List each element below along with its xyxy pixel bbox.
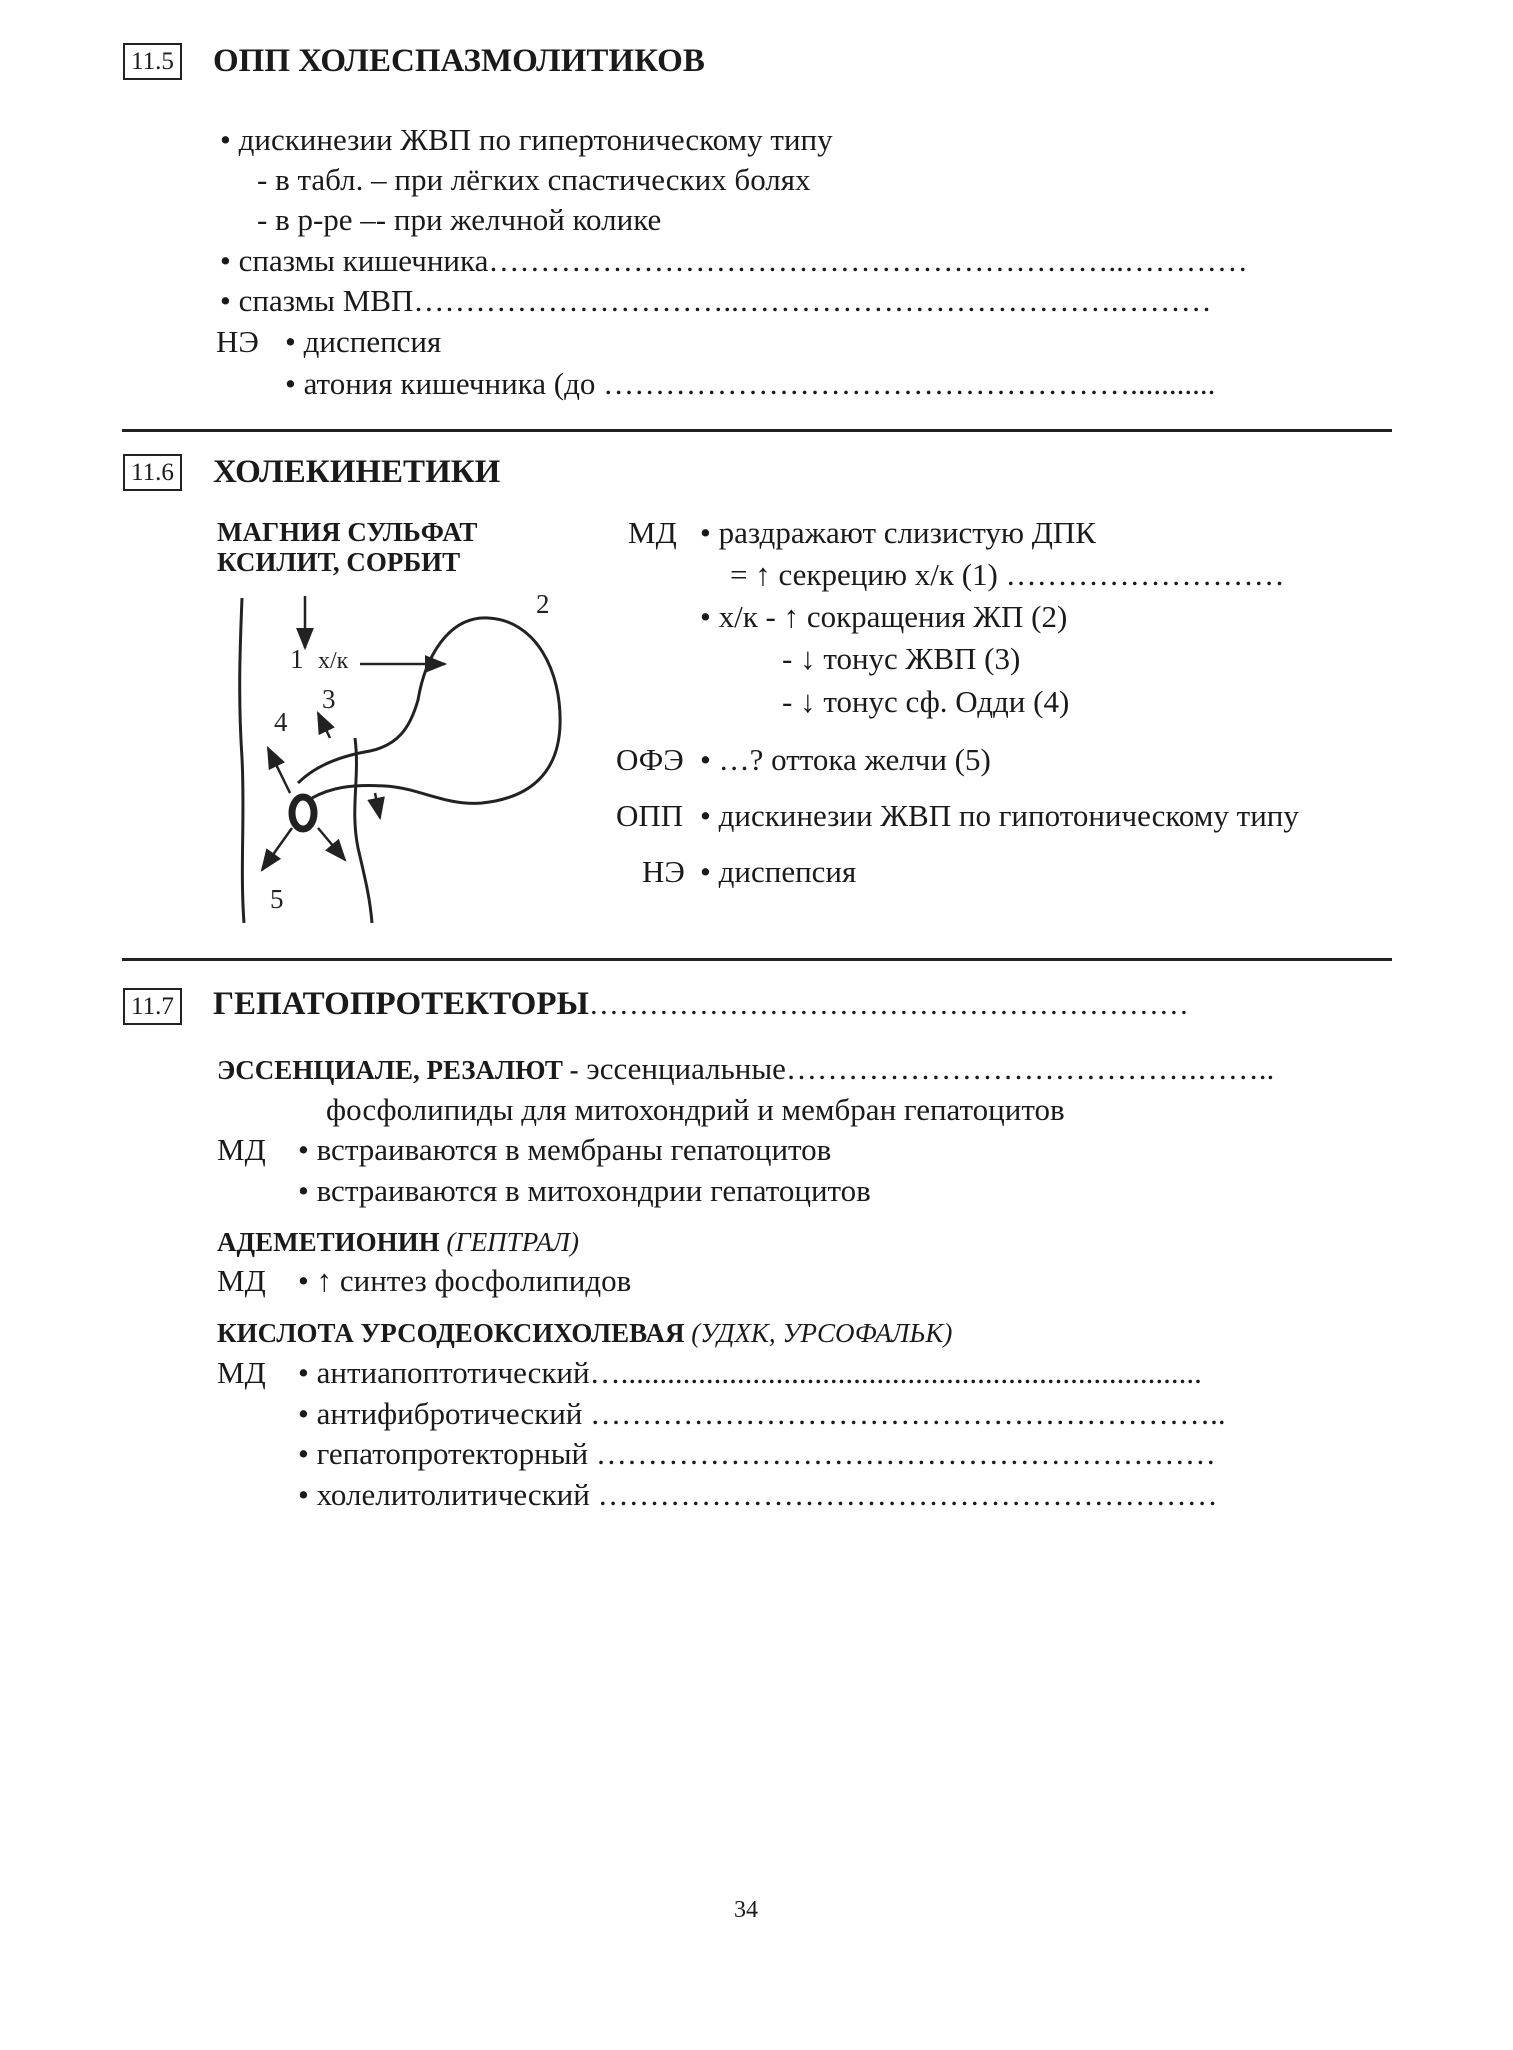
essentiale-line bbox=[217, 1053, 1274, 1084]
section-number-11-7: 11.7 bbox=[123, 988, 182, 1025]
r-line-8: • диспепсия bbox=[700, 854, 857, 889]
essentiale-text: эссенциальные………………………………….…….. bbox=[578, 1051, 1275, 1086]
r-line-1: • раздражают слизистую ДПК bbox=[700, 515, 1096, 550]
r-line-4: - ↓ тонус ЖВП (3) bbox=[782, 641, 1021, 676]
r-line-3: • х/к - ↑ сокращения ЖП (2) bbox=[700, 599, 1068, 634]
diagram-label-1: 1 bbox=[290, 644, 304, 674]
section-title-11-5: ОПП ХОЛЕСПАЗМОЛИТИКОВ bbox=[213, 43, 705, 79]
diagram-label-2: 2 bbox=[536, 589, 550, 619]
r-line-5: - ↓ тонус сф. Одди (4) bbox=[782, 684, 1070, 719]
bile-duct-diagram bbox=[220, 588, 620, 928]
section-title-dots: …………………………………………………… bbox=[588, 988, 1189, 1021]
udca-bullet-3: • гепатопротекторный …………………………………………………… bbox=[298, 1436, 1216, 1471]
drug-magnesium: МАГНИЯ СУЛЬФАТ bbox=[217, 517, 478, 547]
r-line-6: • …? оттока желчи (5) bbox=[700, 742, 991, 777]
ademetionine-brand: (ГЕПТРАЛ) bbox=[439, 1227, 580, 1257]
udca-line bbox=[217, 1316, 952, 1347]
diagram-label-hk: х/к bbox=[318, 648, 349, 674]
diagram-label-3: 3 bbox=[322, 684, 336, 714]
duodenum-left-wall bbox=[240, 598, 244, 923]
udca-bullet-2: • антифибротический …………………………………………………….. bbox=[298, 1396, 1226, 1431]
section-number-11-6: 11.6 bbox=[123, 454, 182, 491]
s1-line-2: - в табл. – при лёгких спастических болях bbox=[257, 162, 811, 197]
divider-1 bbox=[122, 429, 1392, 432]
s1-line-7: • атония кишечника (до ……………………………………………........... bbox=[285, 366, 1216, 401]
md-label-1: МД bbox=[217, 1132, 266, 1167]
ademetionine-line bbox=[217, 1225, 579, 1256]
section-number-11-5: 11.5 bbox=[123, 43, 182, 80]
section-title-11-7 bbox=[213, 988, 1189, 1021]
opp-label: ОПП bbox=[616, 798, 684, 833]
s1-line-1: • дискинезии ЖВП по гипертоническому типу bbox=[220, 122, 833, 157]
diagram-label-4: 4 bbox=[274, 707, 288, 737]
divider-2 bbox=[122, 958, 1392, 961]
ofe-label: ОФЭ bbox=[616, 742, 684, 777]
udca-drug: КИСЛОТА УРСОДЕОКСИХОЛЕВАЯ bbox=[217, 1318, 685, 1348]
md-label-3: МД bbox=[217, 1355, 266, 1390]
page-number: 34 bbox=[734, 1897, 758, 1923]
bile-duct bbox=[298, 618, 560, 803]
essentiale-bullet-2: • встраиваются в митохондрии гепатоцитов bbox=[298, 1173, 871, 1208]
essentiale-bullet-1: • встраиваются в мембраны гепатоцитов bbox=[298, 1132, 832, 1167]
diagram-label-5: 5 bbox=[270, 884, 284, 914]
ne-label: НЭ bbox=[642, 854, 685, 889]
udca-brand: (УДХК, УРСОФАЛЬК) bbox=[684, 1318, 953, 1348]
drug-xylitol: КСИЛИТ, СОРБИТ bbox=[217, 547, 461, 577]
udca-bullet-1: • антиапоптотический…........................................................................... bbox=[298, 1355, 1202, 1390]
s1-ne-label: НЭ bbox=[216, 324, 259, 359]
essentiale-line-2: фосфолипиды для митохондрий и мембран гепатоцитов bbox=[326, 1092, 1065, 1127]
s1-line-4: • спазмы кишечника……………………………………………………..………… bbox=[220, 243, 1248, 278]
ademetionine-bullet-1: • ↑ синтез фосфолипидов bbox=[298, 1263, 632, 1298]
s1-line-5: • спазмы МВП…………………………..……………………………….……… bbox=[220, 283, 1212, 318]
section-title-text: ГЕПАТОПРОТЕКТОРЫ bbox=[213, 986, 589, 1022]
r-line-7: • дискинезии ЖВП по гипотоническому типу bbox=[700, 798, 1299, 833]
r-line-2: = ↑ секрецию х/к (1) ……………………… bbox=[730, 557, 1285, 592]
sphincter-oddi bbox=[292, 797, 314, 829]
section-title-11-6: ХОЛЕКИНЕТИКИ bbox=[213, 454, 501, 490]
md-label-2: МД bbox=[217, 1263, 266, 1298]
s1-line-3: - в р-ре –- при желчной колике bbox=[257, 202, 662, 237]
ademetionine-drug: АДЕМЕТИОНИН bbox=[217, 1227, 440, 1257]
udca-bullet-4: • холелитолитический …………………………………………………… bbox=[298, 1477, 1218, 1512]
s1-line-6: • диспепсия bbox=[285, 324, 442, 359]
essentiale-drug: ЭССЕНЦИАЛЕ, РЕЗАЛЮТ - bbox=[217, 1055, 579, 1085]
duodenum-right-wall bbox=[355, 738, 372, 923]
md-label: МД bbox=[628, 515, 677, 550]
